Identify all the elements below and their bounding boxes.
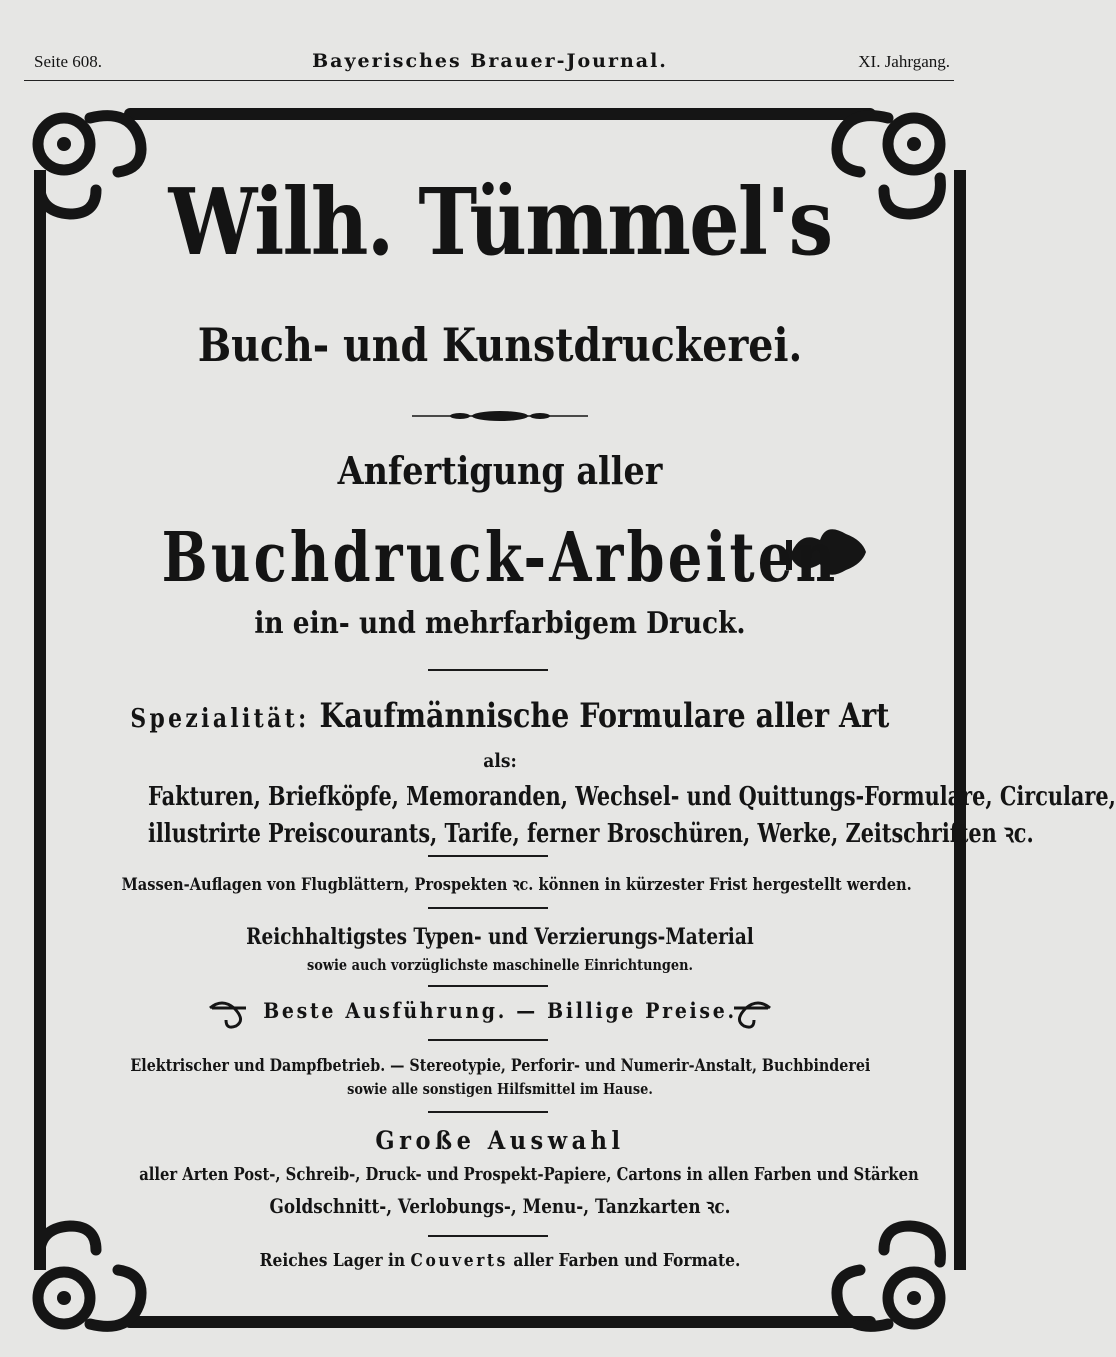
couverts-word: Couverts <box>410 1250 508 1271</box>
couverts-line <box>122 1250 879 1271</box>
spezialitaet-line <box>130 696 890 736</box>
spezialitaet-text: Kaufmännische Formulare aller Art <box>319 696 890 736</box>
massen-line: Massen-Auflagen von Flugblättern, Prospekten ꝛc. können in kürzester Frist hergestellt werden. <box>121 875 912 895</box>
journal-title: Bayerisches Brauer-Journal. <box>312 50 668 72</box>
services-line-1: Elektrischer und Dampfbetrieb. — Stereotypie, Perforir- und Numerir-Anstalt, Buchbinderei <box>130 1056 871 1076</box>
buchdruck-headline: Buchdruck-Arbeiten <box>161 518 839 598</box>
ad-title: Wilh. Tümmel's <box>168 168 832 276</box>
center-flourish-ornament-icon <box>412 411 588 421</box>
papers-line: aller Arten Post-, Schreib-, Druck- und Prospekt-Papiere, Cartons in allen Farben und Stärken <box>139 1164 919 1185</box>
druck-line: in ein- und mehrfarbigem Druck. <box>254 606 746 641</box>
couverts-line-start: Reiches Lager in <box>259 1250 406 1271</box>
services-line-2: sowie alle sonstigen Hilfsmittel im Hause. <box>347 1080 653 1098</box>
auswahl-heading: Große Auswahl <box>375 1126 625 1155</box>
products-line-2: illustrirte Preiscourants, Tarife, ferner Broschüren, Werke, Zeitschriften ꝛc. <box>148 819 1034 849</box>
ad-subtitle: Buch- und Kunstdruckerei. <box>197 318 803 372</box>
slogan-line: Beste Ausführung. — Billige Preise. <box>263 998 737 1023</box>
volume-label: XI. Jahrgang. <box>858 52 950 71</box>
products-line-1: Fakturen, Briefköpfe, Memoranden, Wechsel- und Quittungs-Formulare, Circulare, <box>148 782 1116 812</box>
als-line: als: <box>483 750 517 772</box>
couverts-line-end: aller Farben und Formate. <box>513 1250 741 1271</box>
anfertigung-line: Anfertigung aller <box>337 448 663 493</box>
page-number: Seite 608. <box>34 52 102 71</box>
cards-line: Goldschnitt-, Verlobungs-, Menu-, Tanzkarten ꝛc. <box>269 1194 731 1218</box>
material-line: Reichhaltigstes Typen- und Verzierungs-Material <box>246 924 754 950</box>
spezialitaet-prefix: Spezialität: <box>130 704 310 734</box>
machines-line: sowie auch vorzüglichste maschinelle Einrichtungen. <box>307 956 693 974</box>
